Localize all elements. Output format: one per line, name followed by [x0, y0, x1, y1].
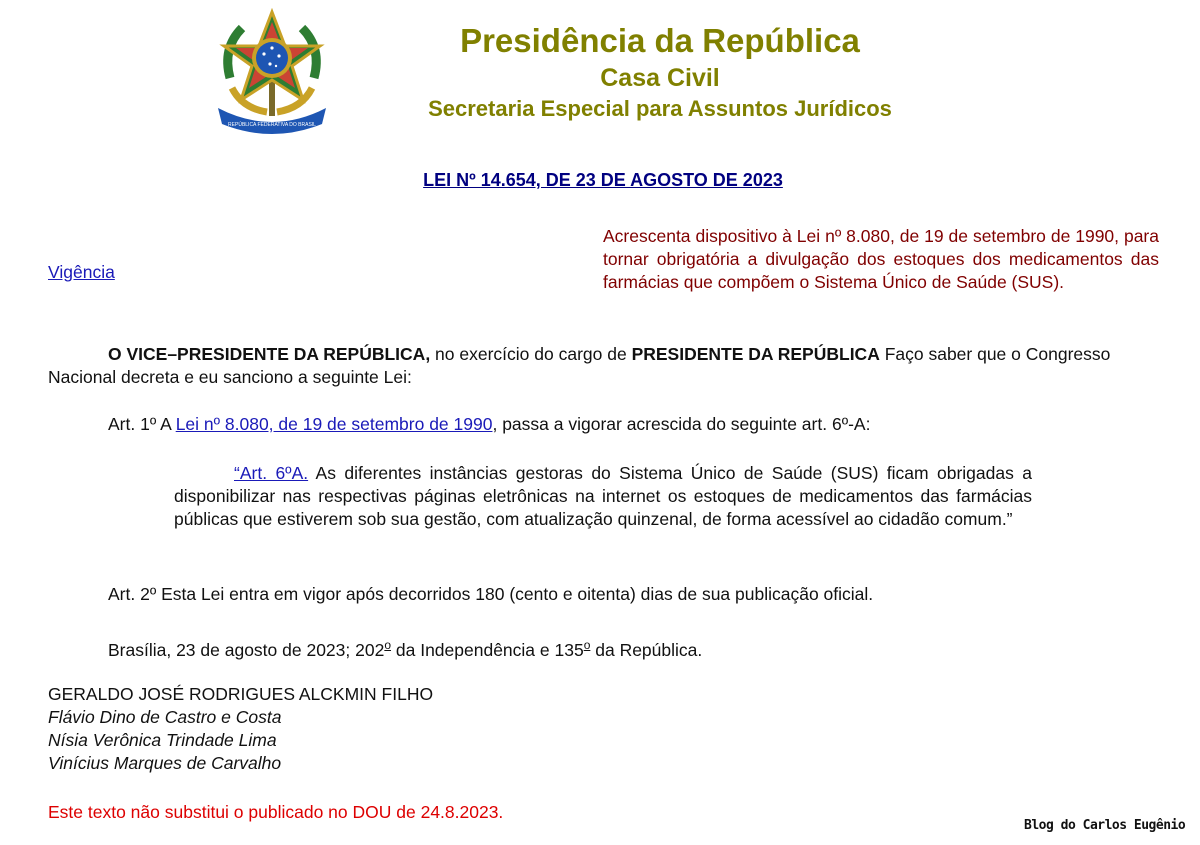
dou-disclaimer: Este texto não substitui o publicado no DOU de 24.8.2023.	[48, 802, 504, 822]
intro-text-1: no exercício do cargo de	[430, 344, 632, 364]
intro-paragraph	[48, 343, 1164, 389]
law-summary: Acrescenta dispositivo à Lei nº 8.080, de 19 de setembro de 1990, para tornar obrigatória a divulgação dos estoques dos medicamentos das farmácias que compõem o Sistema Único de Saúde (SUS).	[603, 226, 1159, 292]
signature-minister-3: Vinícius Marques de Carvalho	[48, 753, 282, 773]
article-1	[108, 413, 1168, 436]
emblem-ribbon-text: REPÚBLICA FEDERATIVA DO BRASIL	[228, 122, 316, 128]
intro-bold-president: PRESIDENTE DA REPÚBLICA	[631, 344, 880, 364]
vigencia-link[interactable]: Vigência	[48, 262, 115, 282]
law-title	[0, 170, 1200, 191]
blog-watermark: Blog do Carlos Eugênio	[1024, 818, 1186, 833]
signature-minister-1: Flávio Dino de Castro e Costa	[48, 707, 282, 727]
signature-vice-president: GERALDO JOSÉ RODRIGUES ALCKMIN FILHO	[48, 684, 434, 704]
signature-minister-2: Nísia Verônica Trindade Lima	[48, 730, 277, 750]
law-title-link[interactable]: LEI Nº 14.654, DE 23 DE AGOSTO DE 2023	[423, 170, 783, 190]
header-secretariat: Secretaria Especial para Assuntos Jurídicos	[428, 96, 892, 121]
date-part-3: da República.	[590, 639, 703, 660]
date-line	[108, 634, 1168, 662]
article-6a-text: As diferentes instâncias gestoras do Sistema Único de Saúde (SUS) ficam obrigadas a disponibilizar nas respectivas páginas eletrônicas na internet os estoques de medicamentos das farmácias públicas que estiverem sob sua gestão, com atualização quinzenal, de forma acessível ao cidadão comum.”	[174, 463, 1032, 529]
ordinal-1: o	[384, 638, 392, 652]
header-casa-civil: Casa Civil	[600, 64, 720, 92]
article-2: Art. 2º Esta Lei entra em vigor após decorridos 180 (cento e oitenta) dias de sua publicação oficial.	[108, 584, 874, 604]
article-1-suffix: , passa a vigorar acrescida do seguinte art. 6º-A:	[492, 414, 871, 434]
intro-bold-vice-president: O VICE–PRESIDENTE DA REPÚBLICA,	[108, 344, 431, 364]
article-1-prefix: Art. 1º A	[108, 414, 176, 434]
article-6a-link[interactable]: “Art. 6ºA.	[234, 463, 309, 483]
date-part-1: Brasília, 23 de agosto de 2023; 202	[108, 639, 385, 660]
coat-of-arms-emblem	[212, 8, 332, 136]
header-presidency: Presidência da República	[460, 22, 860, 59]
law-8080-link[interactable]: Lei nº 8.080, de 19 de setembro de 1990	[175, 414, 493, 434]
article-6a	[174, 462, 1032, 531]
intro-text-2: Faço saber que o Congresso Nacional decreta e eu sanciono a seguinte Lei:	[48, 344, 1111, 387]
ordinal-2: o	[583, 638, 591, 652]
date-part-2: da Independência e 135	[391, 639, 584, 660]
